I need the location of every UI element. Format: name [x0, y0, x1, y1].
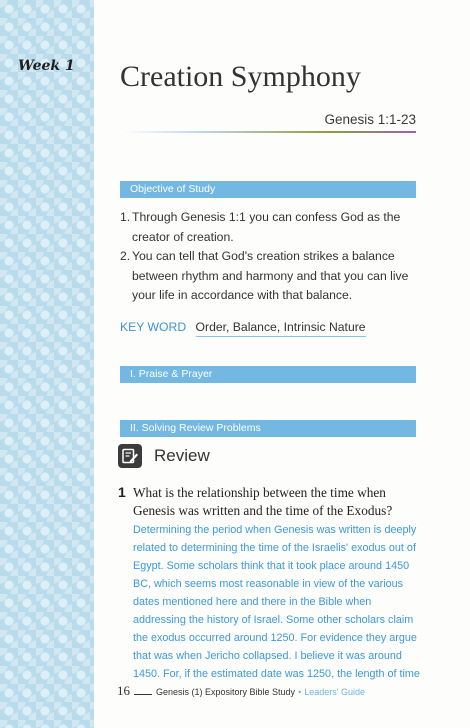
section-review-bar	[120, 420, 416, 437]
key-word-value: Order, Balance, Intrinsic Nature	[196, 320, 366, 337]
objective-list	[120, 208, 422, 306]
key-word-row	[120, 320, 366, 334]
objective-item-text: You can tell that God's creation strikes a balance between rhythm and harmony and that you can live your life in accordance with that balance.	[132, 249, 409, 302]
page-number: 16	[117, 683, 130, 698]
decorative-sidebar	[0, 0, 94, 728]
objective-item-number: 2.	[120, 249, 131, 263]
answer-text: Determining the period when Genesis was written is deeply related to determining the time of the Israelis' exodus out of Egypt. Some scholars think that it took place around 1450 BC, which seems most reasonable in view of the various dates mentioned here and there in the Bible when addressing the history of Israel. Some other scholars claim the exodus occurred around 1250. For evidence they argue that was when Jericho collapsed. I believe it was around 1450. For, if the estimated date was 1250, the length of time	[133, 524, 420, 680]
objective-item	[120, 247, 422, 306]
section-praise-title: I. Praise & Prayer	[130, 368, 213, 380]
footer-book-title: Genesis (1) Expository Bible Study	[156, 687, 296, 697]
footer-rule	[134, 694, 152, 695]
question-text: What is the relationship between the time when Genesis was written and the time of the Exodus?	[133, 485, 393, 518]
key-word-label: KEY WORD	[120, 320, 187, 334]
scripture-reference: Genesis 1:1-23	[324, 112, 416, 127]
section-review-title: II. Solving Review Problems	[130, 422, 261, 434]
week-label: Week 1	[18, 58, 75, 74]
question-number: 1	[118, 484, 126, 500]
title-divider	[120, 131, 416, 133]
page-title: Creation Symphony	[120, 60, 361, 93]
footer-guide-label: Leaders' Guide	[304, 687, 365, 697]
page-footer	[117, 683, 365, 699]
objective-header-bar	[120, 181, 416, 198]
objective-item	[120, 208, 422, 247]
review-heading	[118, 444, 210, 468]
objective-header: Objective of Study	[130, 183, 216, 195]
objective-item-number: 1.	[120, 210, 131, 224]
edit-note-icon	[118, 444, 142, 468]
objective-item-text: Through Genesis 1:1 you can confess God as the creator of creation.	[132, 210, 401, 244]
review-label: Review	[154, 446, 210, 465]
section-praise-bar	[120, 366, 416, 383]
footer-separator: •	[298, 687, 302, 697]
